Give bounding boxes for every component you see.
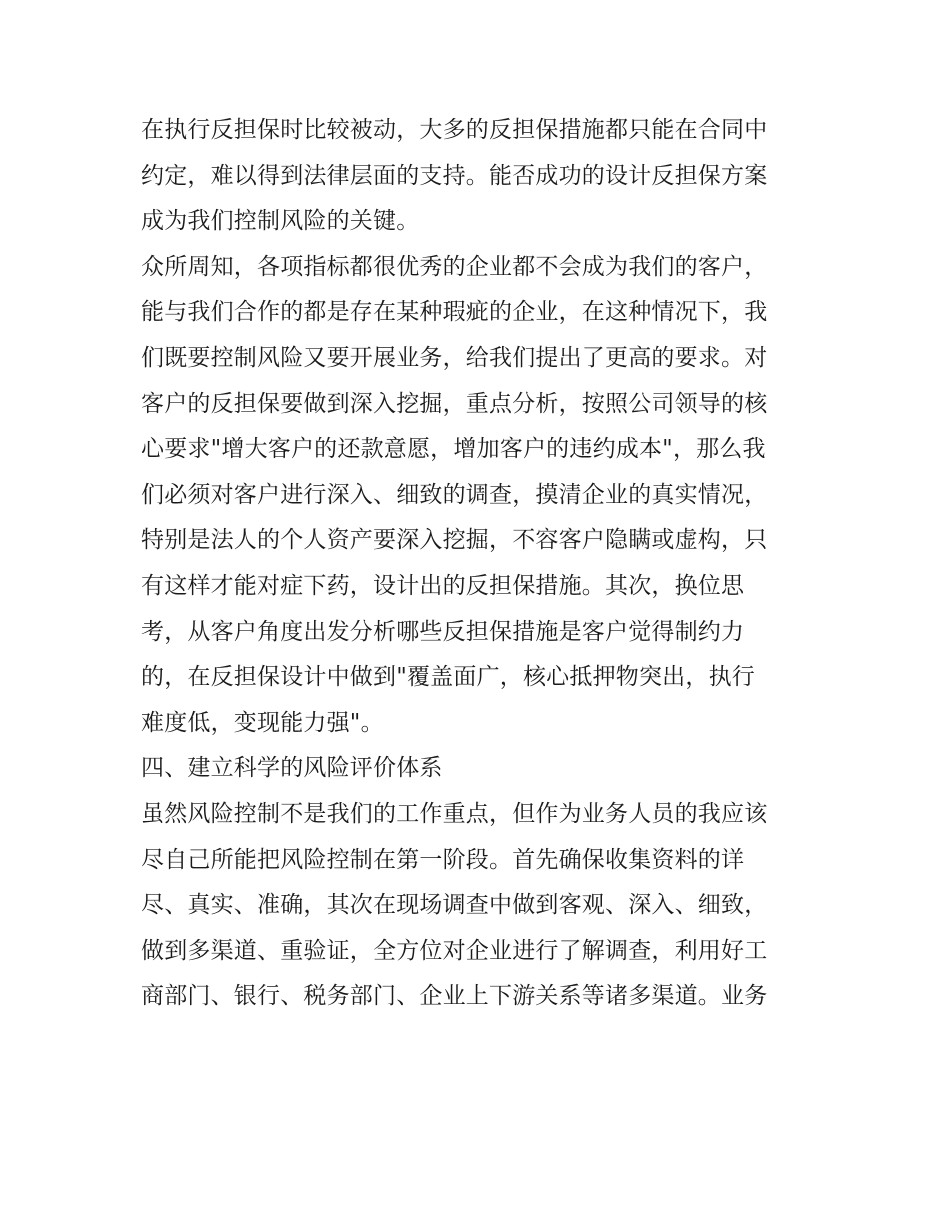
text-line: 特别是法人的个人资产要深入挖掘，不容客户隐瞒或虚构，只: [141, 527, 768, 554]
text-line: 有这样才能对症下药，设计出的反担保措施。其次，换位思: [141, 572, 745, 599]
text-line: 成为我们控制风险的关键。: [141, 208, 420, 235]
text-line: 们必须对客户进行深入、细致的调查，摸清企业的真实情况，: [141, 481, 768, 508]
text-line: 尽、真实、准确，其次在现场调查中做到客观、深入、细致，: [141, 892, 768, 919]
document-body: [141, 108, 831, 1020]
text-line: 难度低，变现能力强"。: [141, 709, 384, 736]
text-line: 的，在反担保设计中做到"覆盖面广，核心抵押物突出，执行: [141, 664, 755, 691]
text-line: 约定，难以得到法律层面的支持。能否成功的设计反担保方案: [141, 162, 768, 189]
text-line: 做到多渠道、重验证，全方位对企业进行了解调查，利用好工: [141, 937, 768, 964]
text-line: 在执行反担保时比较被动，大多的反担保措施都只能在合同中: [141, 117, 768, 143]
text-line: 众所周知，各项指标都很优秀的企业都不会成为我们的客户，: [141, 253, 768, 280]
text-line: 客户的反担保要做到深入挖掘，重点分析，按照公司领导的核: [141, 390, 768, 417]
text-line: 能与我们合作的都是存在某种瑕疵的企业，在这种情况下，我: [141, 299, 768, 326]
text-line: 考，从客户角度出发分析哪些反担保措施是客户觉得制约力: [141, 618, 745, 645]
section-heading: 四、建立科学的风险评价体系: [141, 755, 443, 782]
text-line: 虽然风险控制不是我们的工作重点，但作为业务人员的我应该: [141, 800, 768, 827]
text-line: 尽自己所能把风险控制在第一阶段。首先确保收集资料的详: [141, 846, 745, 873]
text-line: 商部门、银行、税务部门、企业上下游关系等诸多渠道。业务: [141, 983, 768, 1010]
text-line: 心要求"增大客户的还款意愿，增加客户的违约成本"，那么我: [141, 436, 766, 463]
text-line: 们既要控制风险又要开展业务，给我们提出了更高的要求。对: [141, 344, 768, 371]
